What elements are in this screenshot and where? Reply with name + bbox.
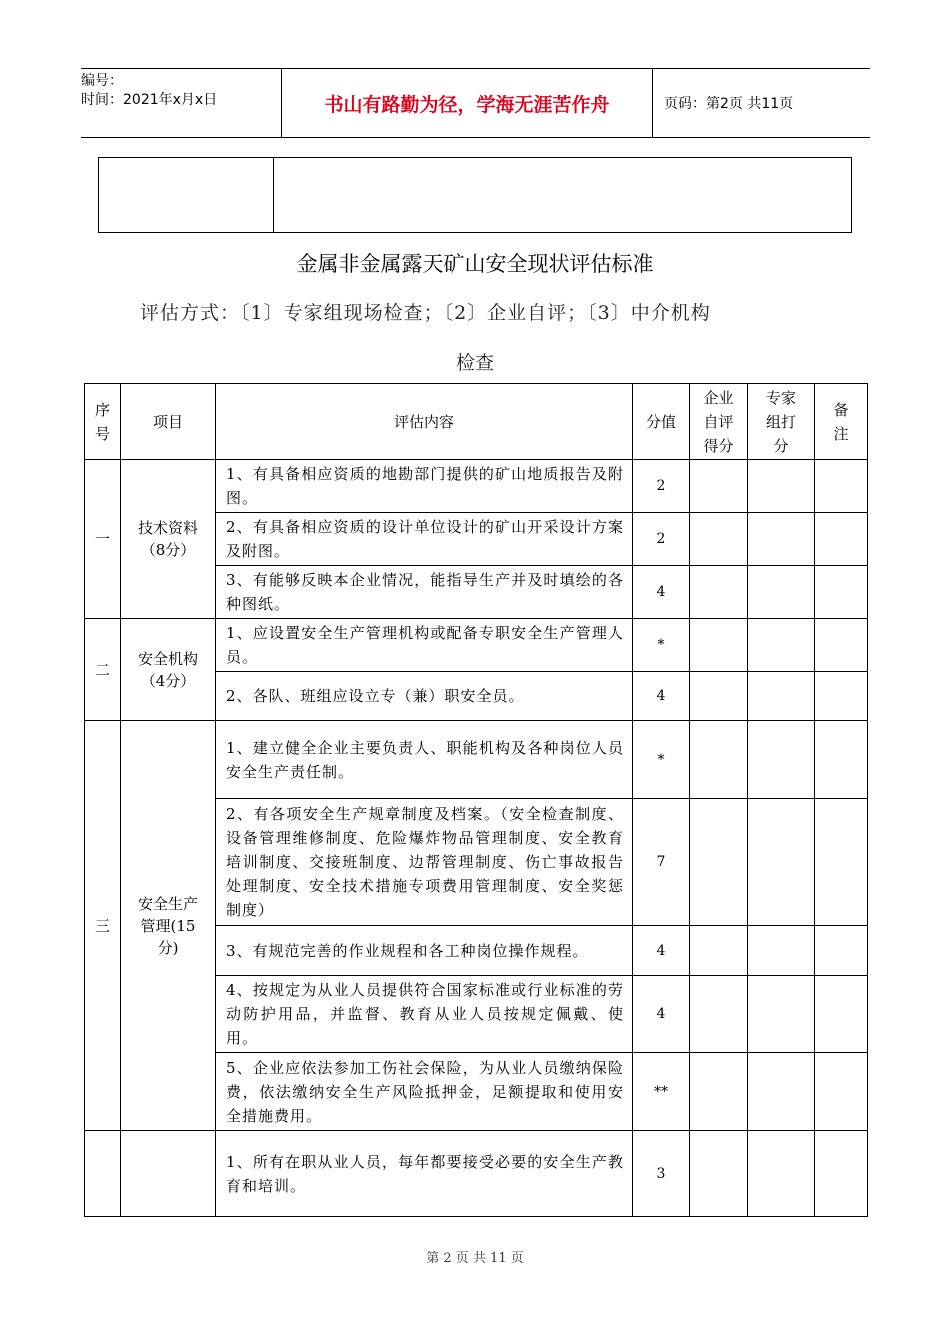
- expert-score-cell: [748, 976, 815, 1053]
- row-content: 5、企业应依法参加工伤社会保险，为从业人员缴纳保险费，依法缴纳安全生产风险抵押金，足额提取和使用安全措施费用。: [216, 1053, 633, 1131]
- remark-cell: [815, 619, 868, 672]
- remark-cell: [815, 976, 868, 1053]
- table-row: [85, 1131, 868, 1217]
- row-content: 1、建立健全企业主要负责人、职能机构及各种岗位人员安全生产责任制。: [216, 721, 633, 799]
- self-score-cell: [690, 566, 748, 619]
- row-content: 1、有具备相应资质的地勘部门提供的矿山地质报告及附图。: [216, 460, 633, 513]
- row-score: 4: [633, 566, 690, 619]
- remark-cell: [815, 1131, 868, 1217]
- row-score: 3: [633, 1131, 690, 1217]
- group-seq: 二: [85, 619, 121, 721]
- evaluation-method-line1: 评估方式：〔1〕专家组现场检查；〔2〕企业自评；〔3〕中介机构: [140, 302, 711, 324]
- expert-score-cell: [748, 460, 815, 513]
- expert-score-cell: [748, 926, 815, 976]
- expert-score-cell: [748, 566, 815, 619]
- self-score-cell: [690, 1053, 748, 1131]
- row-content: 4、按规定为从业人员提供符合国家标准或行业标准的劳动防护用品，并监督、教育从业人员按规定佩戴、使用。: [216, 976, 633, 1053]
- blank-table-fragment: [98, 157, 852, 233]
- remark-cell: [815, 1053, 868, 1131]
- expert-score-cell: [748, 1053, 815, 1131]
- evaluation-table: [84, 383, 868, 1217]
- row-content: 1、所有在职从业人员，每年都要接受必要的安全生产教育和培训。: [216, 1131, 633, 1217]
- document-title: 金属非金属露天矿山安全现状评估标准: [296, 252, 654, 276]
- header-number-label: 编号：: [81, 73, 123, 89]
- group-item: 安全生产管理(15分): [121, 721, 216, 1131]
- expert-score-cell: [748, 1131, 815, 1217]
- remark-cell: [815, 799, 868, 926]
- header-expert-score: 专家组打分: [748, 384, 815, 460]
- remark-cell: [815, 926, 868, 976]
- row-score: *: [633, 721, 690, 799]
- group-item: [121, 1131, 216, 1217]
- row-content: 2、各队、班组应设立专（兼）职安全员。: [216, 672, 633, 721]
- remark-cell: [815, 513, 868, 566]
- header-page-label: 页码：第2页 共11页: [664, 96, 794, 112]
- header-score: 分值: [633, 384, 690, 460]
- row-content: 3、有能够反映本企业情况，能指导生产并及时填绘的各种图纸。: [216, 566, 633, 619]
- row-score: *: [633, 619, 690, 672]
- row-score: **: [633, 1053, 690, 1131]
- header-date-label: 时间：2021年x月x日: [81, 92, 218, 108]
- row-score: 4: [633, 976, 690, 1053]
- header-motto: 书山有路勤为径，学海无涯苦作舟: [281, 69, 653, 137]
- page-header: [81, 68, 870, 138]
- header-self-score: 企业自评得分: [690, 384, 748, 460]
- header-meta: [81, 69, 281, 137]
- remark-cell: [815, 460, 868, 513]
- group-seq: 三: [85, 721, 121, 1131]
- self-score-cell: [690, 619, 748, 672]
- header-content: 评估内容: [216, 384, 633, 460]
- header-seq: 序号: [85, 384, 121, 460]
- row-score: 4: [633, 672, 690, 721]
- remark-cell: [815, 672, 868, 721]
- row-score: 2: [633, 460, 690, 513]
- self-score-cell: [690, 976, 748, 1053]
- self-score-cell: [690, 721, 748, 799]
- group-seq: 一: [85, 460, 121, 619]
- self-score-cell: [690, 1131, 748, 1217]
- row-content: 1、应设置安全生产管理机构或配备专职安全生产管理人员。: [216, 619, 633, 672]
- expert-score-cell: [748, 672, 815, 721]
- expert-score-cell: [748, 799, 815, 926]
- expert-score-cell: [748, 513, 815, 566]
- group-item: 安全机构（4分）: [121, 619, 216, 721]
- table-row: [85, 619, 868, 672]
- self-score-cell: [690, 672, 748, 721]
- header-item: 项目: [121, 384, 216, 460]
- row-score: 7: [633, 799, 690, 926]
- evaluation-method-line2: 检查: [455, 352, 494, 374]
- row-score: 2: [633, 513, 690, 566]
- row-content: 2、有具备相应资质的设计单位设计的矿山开采设计方案及附图。: [216, 513, 633, 566]
- row-score: 4: [633, 926, 690, 976]
- row-content: 2、有各项安全生产规章制度及档案。（安全检查制度、设备管理维修制度、危险爆炸物品管理制度、安全教育培训制度、交接班制度、边帮管理制度、伤亡事故报告处理制度、安全技术措施专项费用管理制度、安全奖惩制度）: [216, 799, 633, 926]
- self-score-cell: [690, 460, 748, 513]
- remark-cell: [815, 566, 868, 619]
- expert-score-cell: [748, 721, 815, 799]
- self-score-cell: [690, 926, 748, 976]
- remark-cell: [815, 721, 868, 799]
- group-item: 技术资料（8分）: [121, 460, 216, 619]
- table-row: [85, 460, 868, 513]
- blank-table-divider: [273, 158, 274, 232]
- table-row: [85, 721, 868, 799]
- group-seq: [85, 1131, 121, 1217]
- header-remark: 备注: [815, 384, 868, 460]
- table-header-row: [85, 384, 868, 460]
- expert-score-cell: [748, 619, 815, 672]
- self-score-cell: [690, 513, 748, 566]
- page-footer: 第 2 页 共 11 页: [426, 1251, 524, 1266]
- row-content: 3、有规范完善的作业规程和各工种岗位操作规程。: [216, 926, 633, 976]
- self-score-cell: [690, 799, 748, 926]
